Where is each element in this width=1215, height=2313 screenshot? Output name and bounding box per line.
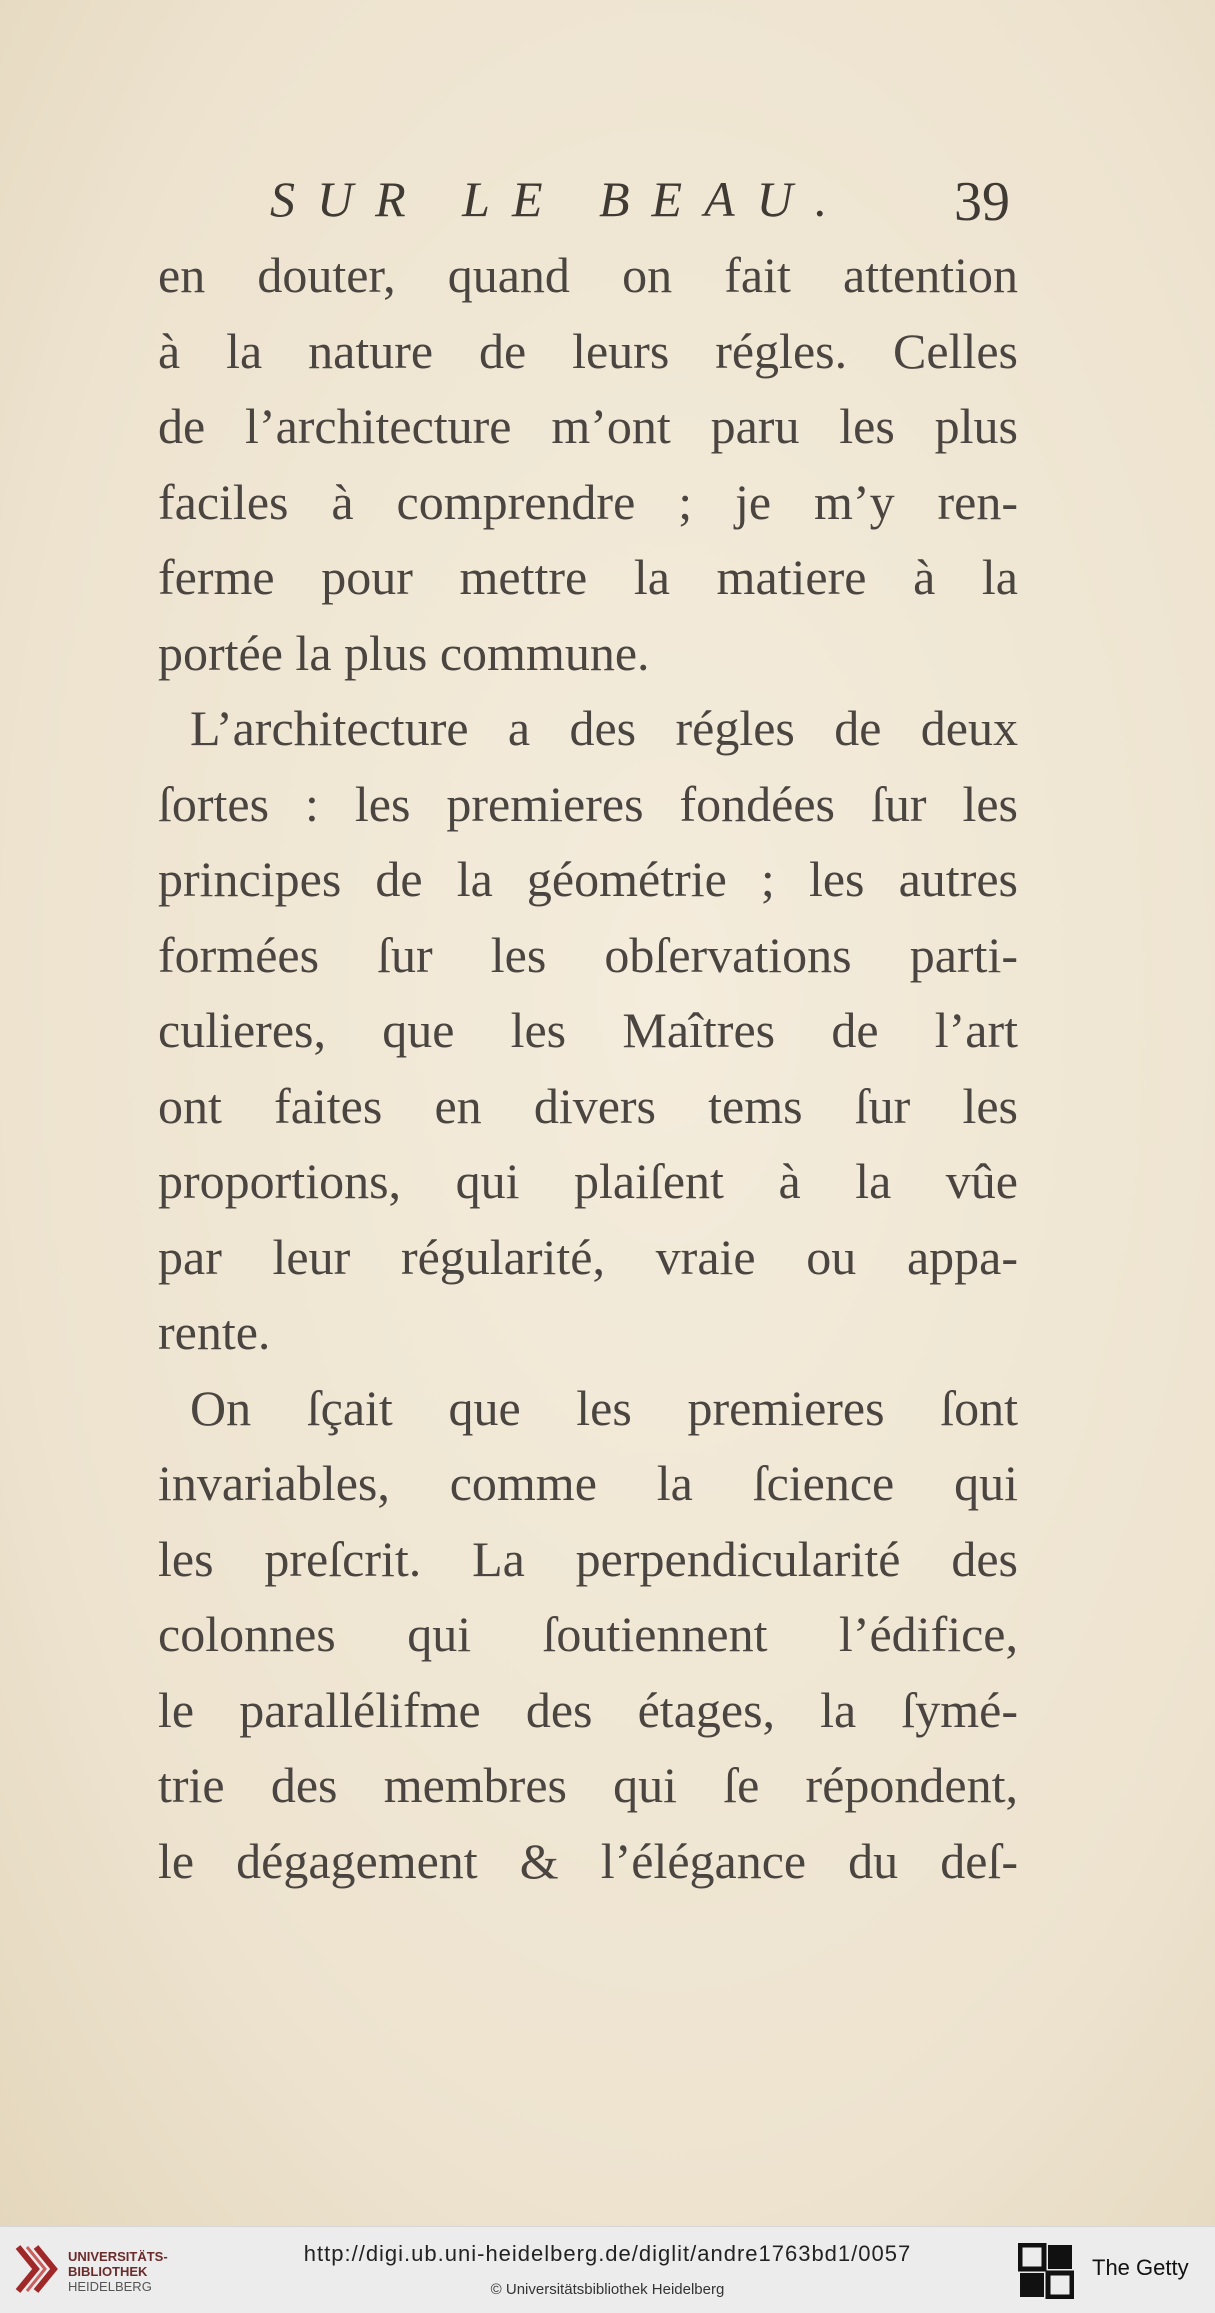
text-line: ont faites en divers tems ſur les	[158, 1077, 1018, 1134]
getty-logo-icon[interactable]	[1018, 2243, 1074, 2299]
text-line: ſortes : les premieres fondées ſur les	[158, 775, 1018, 832]
text-line: le parallélifme des étages, la ſymé-	[158, 1681, 1018, 1738]
text-line: par leur régularité, vraie ou appa-	[158, 1228, 1018, 1285]
copyright-notice: © Universitätsbibliothek Heidelberg	[490, 2281, 725, 2298]
text-line: principes de la géométrie ; les autres	[158, 851, 1018, 907]
text-line: faciles à comprendre ; je m’y ren-	[158, 473, 1018, 530]
text-line: proportions, qui plaiſent à la vûe	[158, 1153, 1018, 1209]
viewer-footer	[0, 2226, 1215, 2313]
page-number: 39	[954, 171, 1010, 233]
text-line: formées ſur les obſervations parti-	[158, 926, 1018, 983]
body-text	[158, 238, 1018, 1899]
library-name-line: UNIVERSITÄTS-	[68, 2249, 168, 2264]
text-line: L’architecture a des régles de deux	[190, 700, 1018, 756]
text-line: culieres, que les Maîtres de l’art	[158, 1002, 1018, 1058]
text-line: invariables, comme la ſcience qui	[158, 1455, 1018, 1511]
text-line: les preſcrit. La perpendicularité des	[158, 1530, 1018, 1587]
text-line: de l’architecture m’ont paru les plus	[158, 398, 1018, 454]
text-line: On ſçait que les premieres ſont	[190, 1379, 1018, 1436]
library-name-line: HEIDELBERG	[68, 2279, 152, 2294]
library-name-line: BIBLIOTHEK	[68, 2264, 148, 2279]
running-head	[270, 170, 1010, 240]
text-line: rente.	[158, 1304, 271, 1360]
running-title: SUR LE BEAU.	[270, 171, 850, 227]
text-line: ferme pour mettre la matiere à la	[158, 549, 1018, 605]
text-line: portée la plus commune.	[158, 624, 650, 681]
text-line: à la nature de leurs régles. Celles	[158, 322, 1018, 379]
text-line: le dégagement & l’élégance du deſ-	[158, 1832, 1018, 1889]
text-line: en douter, quand on fait attention	[158, 247, 1018, 303]
text-line: trie des membres qui ſe répondent,	[158, 1757, 1018, 1813]
text-line: colonnes qui ſoutiennent l’édifice,	[158, 1606, 1018, 1662]
partner-name: The Getty	[1092, 2255, 1189, 2280]
permalink-url[interactable]: http://digi.ub.uni-heidelberg.de/diglit/andre1763bd1/0057	[303, 2241, 912, 2266]
